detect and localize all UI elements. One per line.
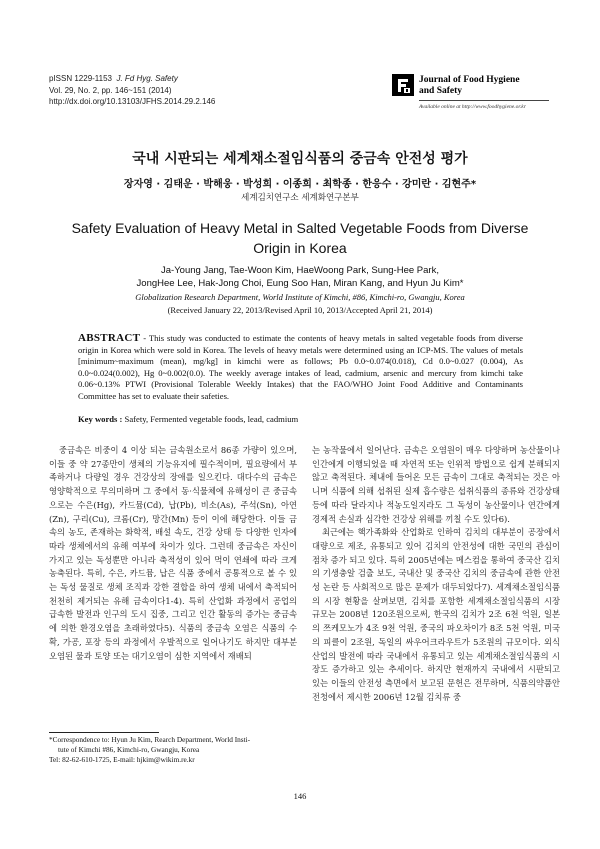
journal-logo-icon <box>392 74 414 96</box>
keywords <box>78 414 523 424</box>
abstract <box>78 333 523 402</box>
korean-affiliation: 세계김치연구소 세계화연구본부 <box>241 193 359 203</box>
footnote-divider <box>49 732 159 733</box>
logo-divider <box>419 100 549 101</box>
journal-meta <box>49 73 215 108</box>
issn: pISSN 1229-1153 <box>49 74 113 83</box>
correspondence-footnote: *Correspondence to: Hyun Ju Kim, Rearch Department, World Insti- tute of Kimchi #86, Kimchi-ro, Gwangju, Korea Tel: 82-62-610-1725, E-mail: hjkim@wikim.re.kr <box>49 735 251 764</box>
english-authors: Ja-Young Jang, Tae-Woon Kim, HaeWoong Park, Sung-Hee Park, JongHee Lee, Hak-Jong Choi, Eung Soo Han, Miran Kang, and Hyun Ju Kim* <box>136 265 464 289</box>
body-paragraph: 는 농작물에서 일어난다. 금속은 오염원이 매우 다양하며 농산물이나 인간에게 이행되었을 때 자연적 또는 인위적 방법으로 쉽게 분해되지 않고 축적된다. 체내에 들어온 모든 금속이 그대로 축적되는 것은 아니며 식품에 의해 섭취된 실제 흡수량은 섭취식품의 종류와 건강상태 등에 따라 달라지나 적농도일지라도 그 독성이 농산물이나 연간에게 경제적 손실과 심각한 건강상 위해를 끼칠 수도 있다6). <box>312 445 560 524</box>
logo-title: Journal of Food Hygiene and Safety <box>419 75 520 96</box>
body-column-left <box>49 444 297 663</box>
journal-abbrev: J. Fd Hyg. Safety <box>116 74 178 83</box>
abstract-text: - This study was conducted to estimate the contents of heavy metals in salted vegetable foods from diverse origin in Korea which were sold in Korea. The levels of heavy metals were determined using an ICP-MS. The values of metals [minimum~maximum (mean), mg/kg] in kimchi were as follows; Pb 0.0~0.074(0.018), Cd 0.0~0.027 (0.004), As 0.0~0.024(0.002), Hg 0~0.002(0.0). The weekly average intakes of lead, cadmium, arsenic and mercury from kimchi take 0.06~0.13% PTWI (Provisional Tolerable Weekly Intakes) that the FAO/WHO Joint Food Additive and Contaminants Committee has set to evaluate their safeties. <box>78 333 523 401</box>
journal-url[interactable]: Available online at http://www.foodhygiene.or.kr <box>419 104 526 110</box>
volume-info: Vol. 29, No. 2, pp. 146~151 (2014) <box>49 85 172 95</box>
korean-title: 국내 시판되는 세계채소절임식품의 중금속 안전성 평가 <box>132 151 468 167</box>
abstract-label: ABSTRACT <box>78 332 141 344</box>
page-number: 146 <box>293 791 307 801</box>
english-affiliation: Globalization Research Department, World Institute of Kimchi, #86, Kimchi-ro, Gwangju, Korea <box>135 292 465 302</box>
keywords-text: Safety, Fermented vegetable foods, lead, cadmium <box>122 414 299 424</box>
body-paragraph: 최근에는 핵가족화와 산업화로 인하여 김치의 대부분이 공장에서 대량으로 제조, 유통되고 있어 김치의 안전성에 대한 국민의 관심이 점차 증가 되고 있다. 특히 2005년에는 메스컴을 통하여 중국산 김치의 기생충알 검출 보도, 국내산 및 중국산 김치의 중금속에 관한 안전성 논란 등 사회적으로 많은 문제가 대두되었다7). 세계채소절임식품의 시장 현황을 살펴보면, 김치를 포함한 세계채소절임식품의 시장 규모는 2008년 120조원으로써, 한국의 김치가 2조 6천 억원, 일본의 쯔케모노가 4조 9천 억원, 중국의 파오차이가 8조 5천 억원, 미국의 피클이 2조원, 독일의 싸우어크라우트가 5조원의 규모이다. 외식산업의 발전에 따라 국내에서 유통되고 있는 세계채소절임식품의 시장도 증가하고 있는 추세이다. 하지만 현재까지 국내에서 시판되고 있는 이들의 안전성 측면에서 보고된 문헌은 전무하며, 식품의약품안전청에서 제시한 2006년 12월 김치류 중 <box>312 527 560 702</box>
keywords-label: Key words : <box>78 414 123 424</box>
english-title: Safety Evaluation of Heavy Metal in Salted Vegetable Foods from Diverse Origin in Korea <box>71 220 529 256</box>
body-column-right <box>312 444 560 704</box>
korean-authors: 장자영 · 김태운 · 박해웅 · 박성희 · 이종희 · 최학종 · 한응수 · 강미란 · 김현주* <box>123 179 477 190</box>
received-dates: (Received January 22, 2013/Revised April 10, 2013/Accepted April 21, 2014) <box>167 305 433 315</box>
journal-logo <box>392 72 552 116</box>
body-paragraph: 중금속은 비중이 4 이상 되는 금속원소로서 86종 가량이 있으며, 이들 중 약 27종만이 생체의 기능유지에 필수적이며, 필요량에서 부족하거나 다량일 경우 건강상의 장애를 일으킨다. 대다수의 금속은 영양학적으로 무의미하며 그 중에서 동·식물체에 유해성이 큰 중금속으로는 수은(Hg), 카드뮴(Cd), 납(Pb), 비소(As), 주석(Sn), 아연(Zn), 구리(Cu), 크롬(Cr), 망간(Mn) 등이 이에 해당한다. 이들 금속의 농도, 존재하는 화학적, 배설 속도, 건강 상태 등 다양한 인자에 따라 생체에서의 유해 여부에 차이가 있다. 그런데 중금속은 자신이 가지고 있는 독성뿐만 아니라 축적성이 있어 먹이 연쇄에 따라 크게 농축된다. 특히, 수은, 카드뮴, 납은 식품 중에서 공통적으로 볼 수 있는 독성 물질로 생체 조직과 강한 결합을 하여 생체 내에서 축적되어 천천히 제거되는 유해 금속이다1-4). 특히 산업화 과정에서 공업의 급속한 발전과 인구의 도시 집중, 그리고 인간 활동의 증가는 중금속에 의한 환경오염을 초래하였다5). 식품의 중금속 오염은 식품의 수확, 가공, 포장 등의 과정에서 우발적으로 일어나기도 하지만 대부분 오염된 물과 토양 또는 대기오염이 심한 지역에서 재배되 <box>49 445 297 661</box>
doi-link[interactable]: http://dx.doi.org/10.13103/JFHS.2014.29.2.146 <box>49 97 216 106</box>
